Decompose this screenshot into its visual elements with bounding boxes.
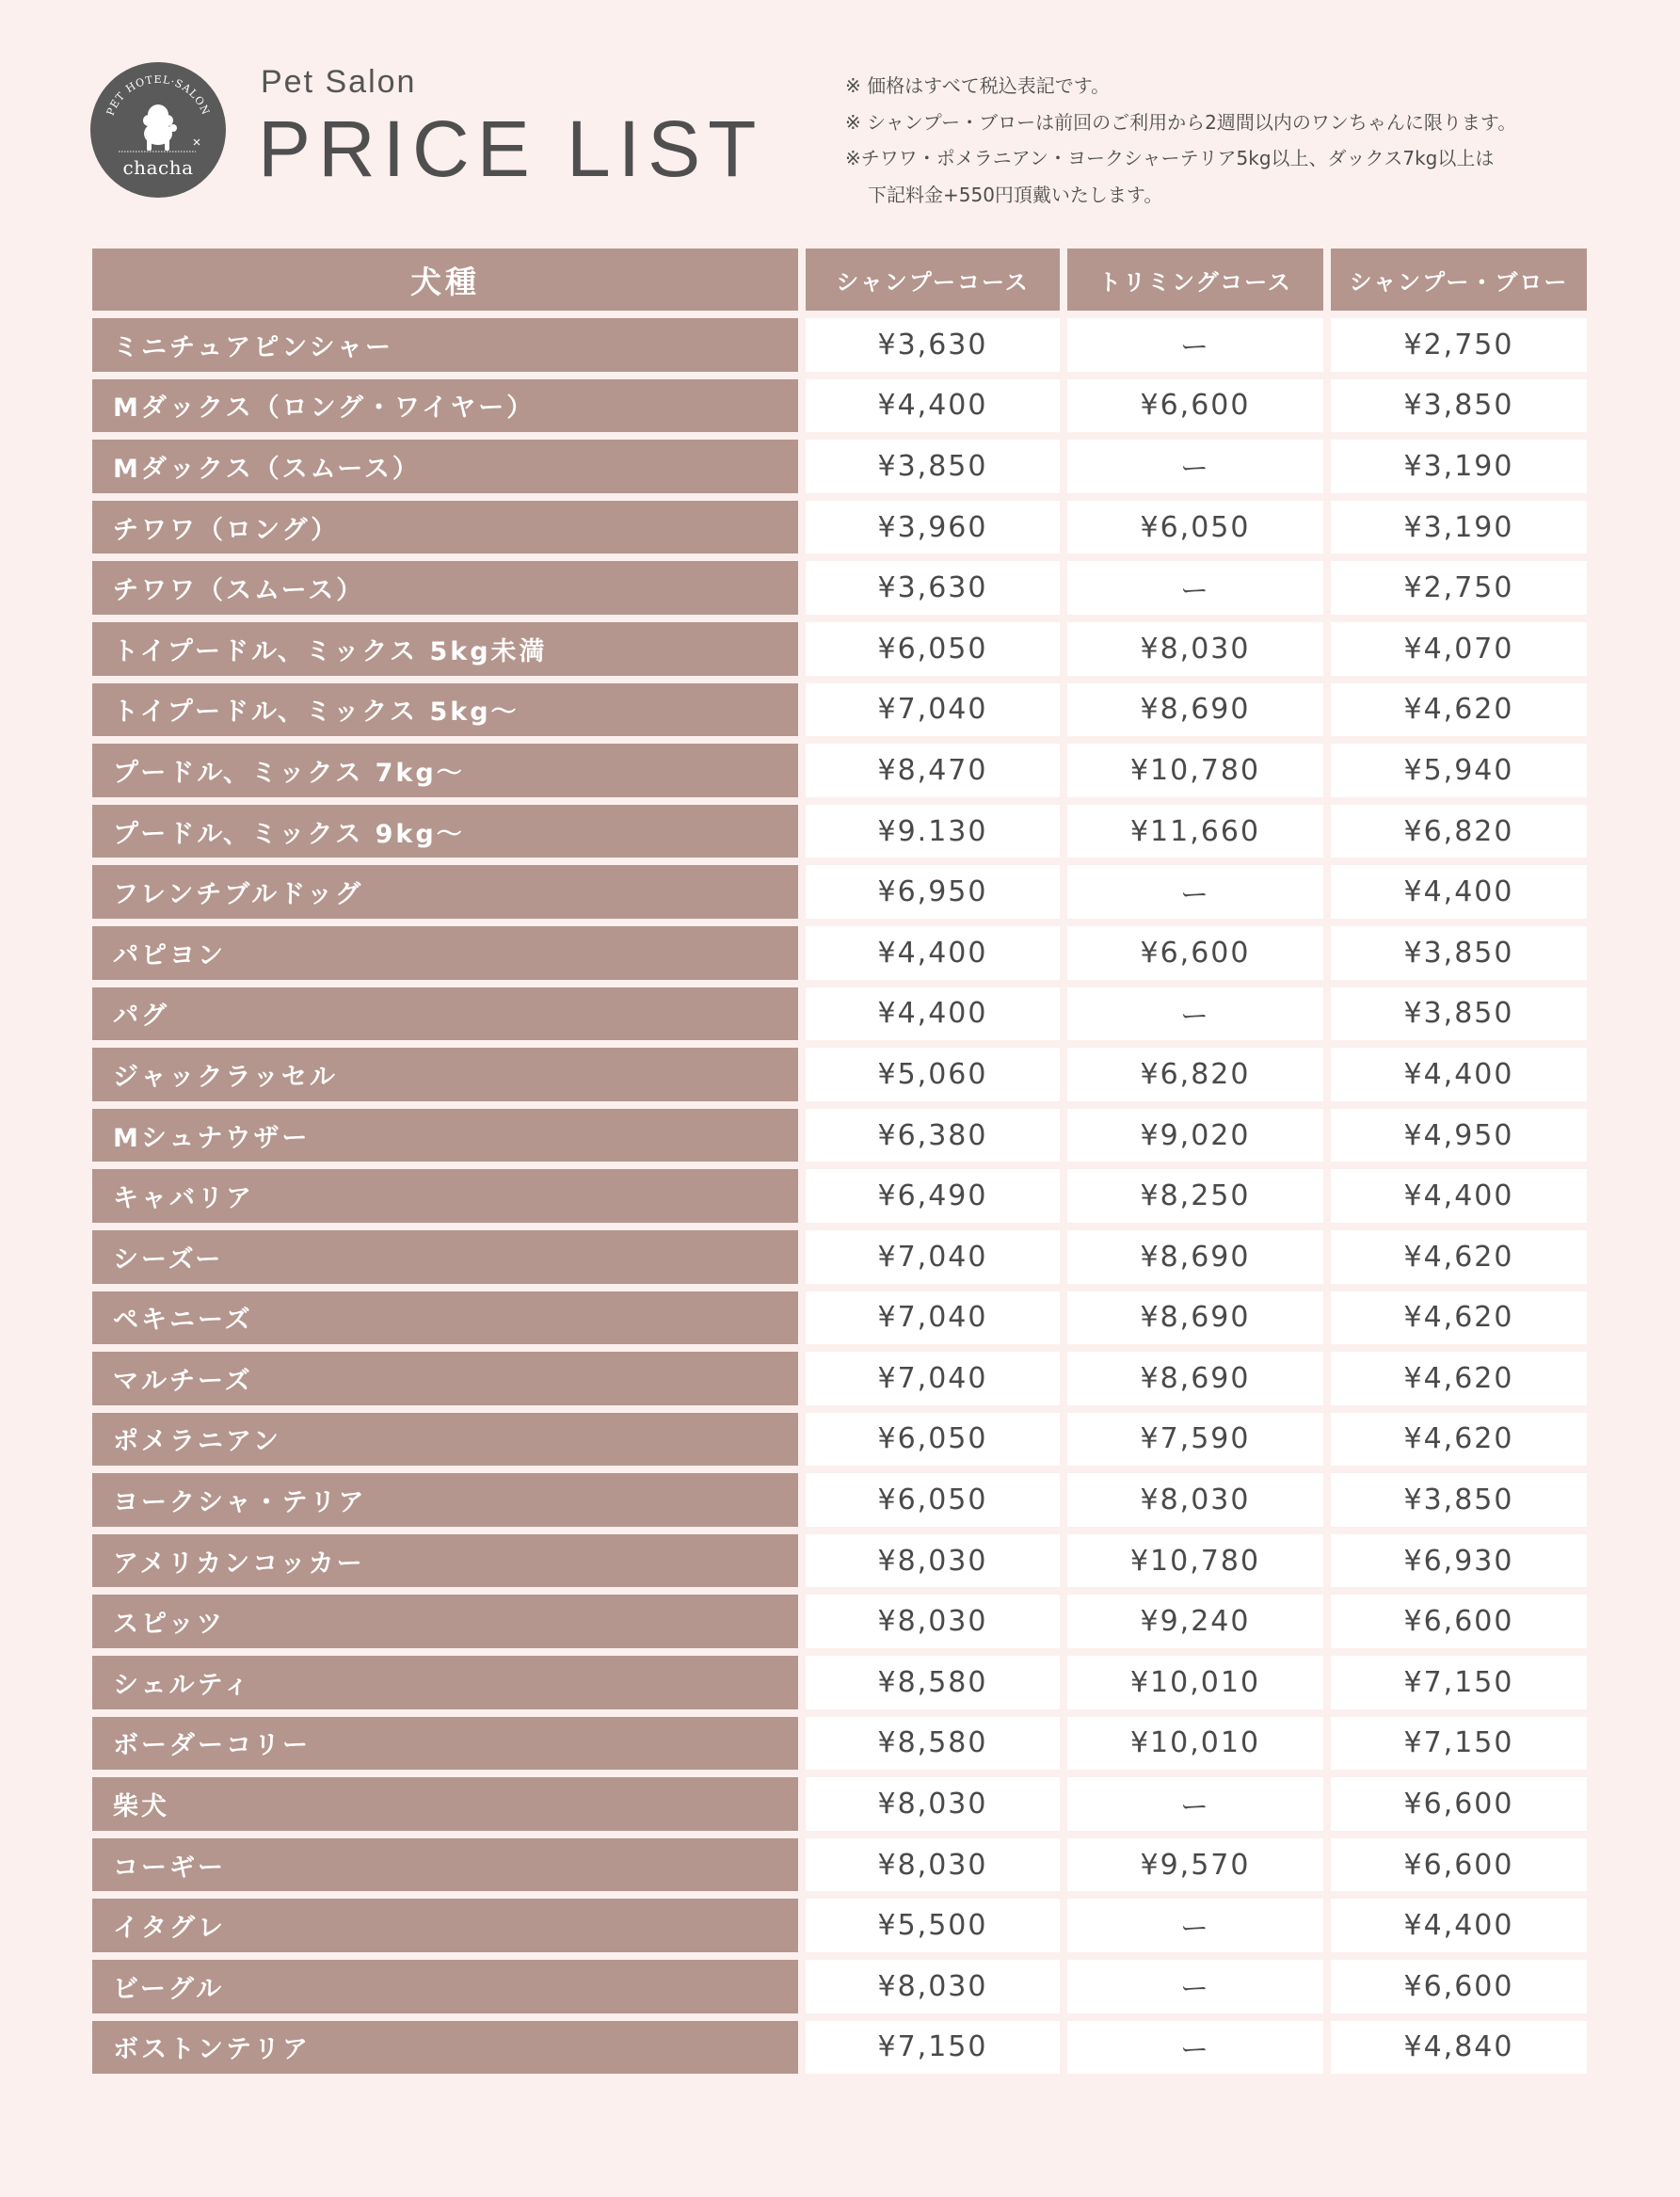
blow-price-cell: ¥4,400 [1331,1048,1587,1101]
table-row [92,440,1587,501]
breed-cell: Mダックス（ロング・ワイヤー） [92,379,798,433]
breed-cell: ジャックラッセル [92,1048,798,1101]
trimming-price-cell: ¥8,250 [1067,1169,1323,1223]
table-row [92,1899,1587,1960]
breed-cell: スピッツ [92,1595,798,1648]
trimming-price-cell: ¥10,010 [1067,1656,1323,1709]
header-shampoo-blow: シャンプー・ブロー [1331,249,1587,311]
note-line: ※ シャンプー・ブローは前回のご利用から2週間以内のワンちゃんに限ります。 [845,110,1517,134]
table-row [92,1109,1587,1170]
logo-ring-text: PET HOTEL·SALON [104,72,213,118]
shampoo-price-cell: ¥3,630 [806,318,1060,372]
table-row [92,379,1587,441]
price-table [92,249,1587,2081]
breed-cell: ミニチュアピンシャー [92,318,798,372]
breed-cell: チワワ（スムース） [92,561,798,615]
trimming-price-cell: ¥6,600 [1067,379,1323,433]
breed-cell: キャバリア [92,1169,798,1223]
shampoo-price-cell: ¥6,050 [806,1473,1060,1527]
trimming-price-cell: ¥6,600 [1067,926,1323,980]
table-row [92,1656,1587,1717]
trimming-price-cell: ¥6,820 [1067,1048,1323,1101]
trimming-price-cell: ¥11,660 [1067,805,1323,858]
shampoo-price-cell: ¥7,040 [806,1352,1060,1405]
shampoo-price-cell: ¥6,050 [806,1413,1060,1467]
breed-cell: パグ [92,987,798,1041]
table-row [92,1169,1587,1230]
table-row [92,1473,1587,1534]
trimming-price-cell: ¥8,690 [1067,1352,1323,1405]
table-row [92,1291,1587,1353]
blow-price-cell: ¥6,600 [1331,1960,1587,2013]
table-row [92,1838,1587,1900]
trimming-price-cell: ー [1067,2021,1323,2075]
shampoo-price-cell: ¥7,040 [806,1291,1060,1345]
breed-cell: 柴犬 [92,1777,798,1831]
shampoo-price-cell: ¥8,030 [806,1960,1060,2013]
blow-price-cell: ¥3,190 [1331,440,1587,493]
shampoo-price-cell: ¥6,950 [806,865,1060,919]
trimming-price-cell: ー [1067,1777,1323,1831]
blow-price-cell: ¥7,150 [1331,1717,1587,1771]
note-line: 下記料金+550円頂戴いたします。 [868,183,1163,206]
shampoo-price-cell: ¥8,030 [806,1595,1060,1648]
table-row [92,622,1587,683]
table-row [92,1960,1587,2021]
table-row [92,318,1587,379]
blow-price-cell: ¥6,600 [1331,1595,1587,1648]
blow-price-cell: ¥2,750 [1331,318,1587,372]
blow-price-cell: ¥4,950 [1331,1109,1587,1163]
shampoo-price-cell: ¥3,630 [806,561,1060,615]
breed-cell: ポメラニアン [92,1413,798,1467]
shampoo-price-cell: ¥9.130 [806,805,1060,858]
header-breed: 犬種 [92,249,798,311]
trimming-price-cell: ¥10,010 [1067,1717,1323,1771]
trimming-price-cell: ー [1067,1960,1323,2013]
blow-price-cell: ¥4,620 [1331,1352,1587,1405]
blow-price-cell: ¥2,750 [1331,561,1587,615]
breed-cell: コーギー [92,1838,798,1892]
page-title: PRICE LIST [258,104,764,193]
blow-price-cell: ¥3,190 [1331,501,1587,554]
blow-price-cell: ¥5,940 [1331,744,1587,797]
table-row [92,744,1587,805]
shampoo-price-cell: ¥3,850 [806,440,1060,493]
shampoo-price-cell: ¥4,400 [806,987,1060,1041]
shampoo-price-cell: ¥5,060 [806,1048,1060,1101]
trimming-price-cell: ー [1067,1899,1323,1952]
blow-price-cell: ¥4,620 [1331,1291,1587,1345]
table-header-row [92,249,1587,318]
header-trimming-course: トリミングコース [1067,249,1323,311]
blow-price-cell: ¥4,400 [1331,1169,1587,1223]
breed-cell: プードル、ミックス 7kg〜 [92,744,798,797]
blow-price-cell: ¥4,620 [1331,1230,1587,1284]
blow-price-cell: ¥6,820 [1331,805,1587,858]
blow-price-cell: ¥4,400 [1331,1899,1587,1952]
breed-cell: ヨークシャ・テリア [92,1473,798,1527]
trimming-price-cell: ¥7,590 [1067,1413,1323,1467]
table-row [92,1777,1587,1838]
trimming-price-cell: ¥9,240 [1067,1595,1323,1648]
blow-price-cell: ¥6,600 [1331,1838,1587,1892]
trimming-price-cell: ー [1067,987,1323,1041]
table-row [92,1717,1587,1778]
breed-cell: シェルティ [92,1656,798,1709]
table-row [92,561,1587,622]
breed-cell: トイプードル、ミックス 5kg未満 [92,622,798,676]
note-line: ※ 価格はすべて税込表記です。 [845,74,1111,97]
trimming-price-cell: ー [1067,561,1323,615]
breed-cell: プードル、ミックス 9kg〜 [92,805,798,858]
trimming-price-cell: ¥8,030 [1067,1473,1323,1527]
shampoo-price-cell: ¥3,960 [806,501,1060,554]
shampoo-price-cell: ¥8,030 [806,1777,1060,1831]
table-row [92,1534,1587,1596]
shampoo-price-cell: ¥6,380 [806,1109,1060,1163]
shampoo-price-cell: ¥8,470 [806,744,1060,797]
header-shampoo-course: シャンプーコース [806,249,1060,311]
page-subtitle: Pet Salon [261,64,417,100]
table-row [92,683,1587,745]
table-row [92,1048,1587,1109]
blow-price-cell: ¥4,400 [1331,865,1587,919]
trimming-price-cell: ¥6,050 [1067,501,1323,554]
logo-name: chacha [122,156,194,179]
table-row [92,1595,1587,1656]
trimming-price-cell: ¥8,690 [1067,1291,1323,1345]
table-row [92,805,1587,866]
table-row [92,2021,1587,2082]
trimming-price-cell: ¥8,690 [1067,683,1323,737]
shampoo-price-cell: ¥6,490 [806,1169,1060,1223]
table-row [92,1230,1587,1291]
notes [845,68,1655,213]
trimming-price-cell: ¥9,020 [1067,1109,1323,1163]
shampoo-price-cell: ¥8,030 [806,1838,1060,1892]
trimming-price-cell: ¥10,780 [1067,1534,1323,1588]
page-header [0,0,1680,235]
table-row [92,987,1587,1049]
breed-cell: ボストンテリア [92,2021,798,2075]
shampoo-price-cell: ¥8,580 [806,1717,1060,1771]
blow-price-cell: ¥7,150 [1331,1656,1587,1709]
blow-price-cell: ¥6,930 [1331,1534,1587,1588]
trimming-price-cell: ¥8,690 [1067,1230,1323,1284]
breed-cell: ビーグル [92,1960,798,2013]
trimming-price-cell: ¥8,030 [1067,622,1323,676]
blow-price-cell: ¥6,600 [1331,1777,1587,1831]
blow-price-cell: ¥4,070 [1331,622,1587,676]
blow-price-cell: ¥3,850 [1331,926,1587,980]
shampoo-price-cell: ¥7,040 [806,683,1060,737]
blow-price-cell: ¥3,850 [1331,379,1587,433]
breed-cell: フレンチブルドッグ [92,865,798,919]
breed-cell: ボーダーコリー [92,1717,798,1771]
shampoo-price-cell: ¥4,400 [806,379,1060,433]
blow-price-cell: ¥4,840 [1331,2021,1587,2075]
breed-cell: チワワ（ロング） [92,501,798,554]
breed-cell: パピヨン [92,926,798,980]
breed-cell: トイプードル、ミックス 5kg〜 [92,683,798,737]
blow-price-cell: ¥3,850 [1331,1473,1587,1527]
trimming-price-cell: ー [1067,318,1323,372]
shampoo-price-cell: ¥7,150 [806,2021,1060,2075]
shampoo-price-cell: ¥7,040 [806,1230,1060,1284]
shampoo-price-cell: ¥5,500 [806,1899,1060,1952]
trimming-price-cell: ¥10,780 [1067,744,1323,797]
blow-price-cell: ¥4,620 [1331,1413,1587,1467]
blow-price-cell: ¥4,620 [1331,683,1587,737]
blow-price-cell: ¥3,850 [1331,987,1587,1041]
shampoo-price-cell: ¥8,030 [806,1534,1060,1588]
note-line: ※チワワ・ポメラニアン・ヨークシャーテリア5kg以上、ダックス7kg以上は [845,147,1495,169]
breed-cell: Mダックス（スムース） [92,440,798,493]
breed-cell: アメリカンコッカー [92,1534,798,1588]
table-row [92,1413,1587,1474]
table-row [92,1352,1587,1413]
trimming-price-cell: ー [1067,440,1323,493]
shampoo-price-cell: ¥4,400 [806,926,1060,980]
shampoo-price-cell: ¥6,050 [806,622,1060,676]
shampoo-price-cell: ¥8,580 [806,1656,1060,1709]
trimming-price-cell: ー [1067,865,1323,919]
table-row [92,501,1587,562]
breed-cell: Mシュナウザー [92,1109,798,1163]
breed-cell: イタグレ [92,1899,798,1952]
breed-cell: ペキニーズ [92,1291,798,1345]
table-row [92,926,1587,987]
trimming-price-cell: ¥9,570 [1067,1838,1323,1892]
breed-cell: シーズー [92,1230,798,1284]
salon-logo [90,62,226,198]
table-row [92,865,1587,926]
breed-cell: マルチーズ [92,1352,798,1405]
